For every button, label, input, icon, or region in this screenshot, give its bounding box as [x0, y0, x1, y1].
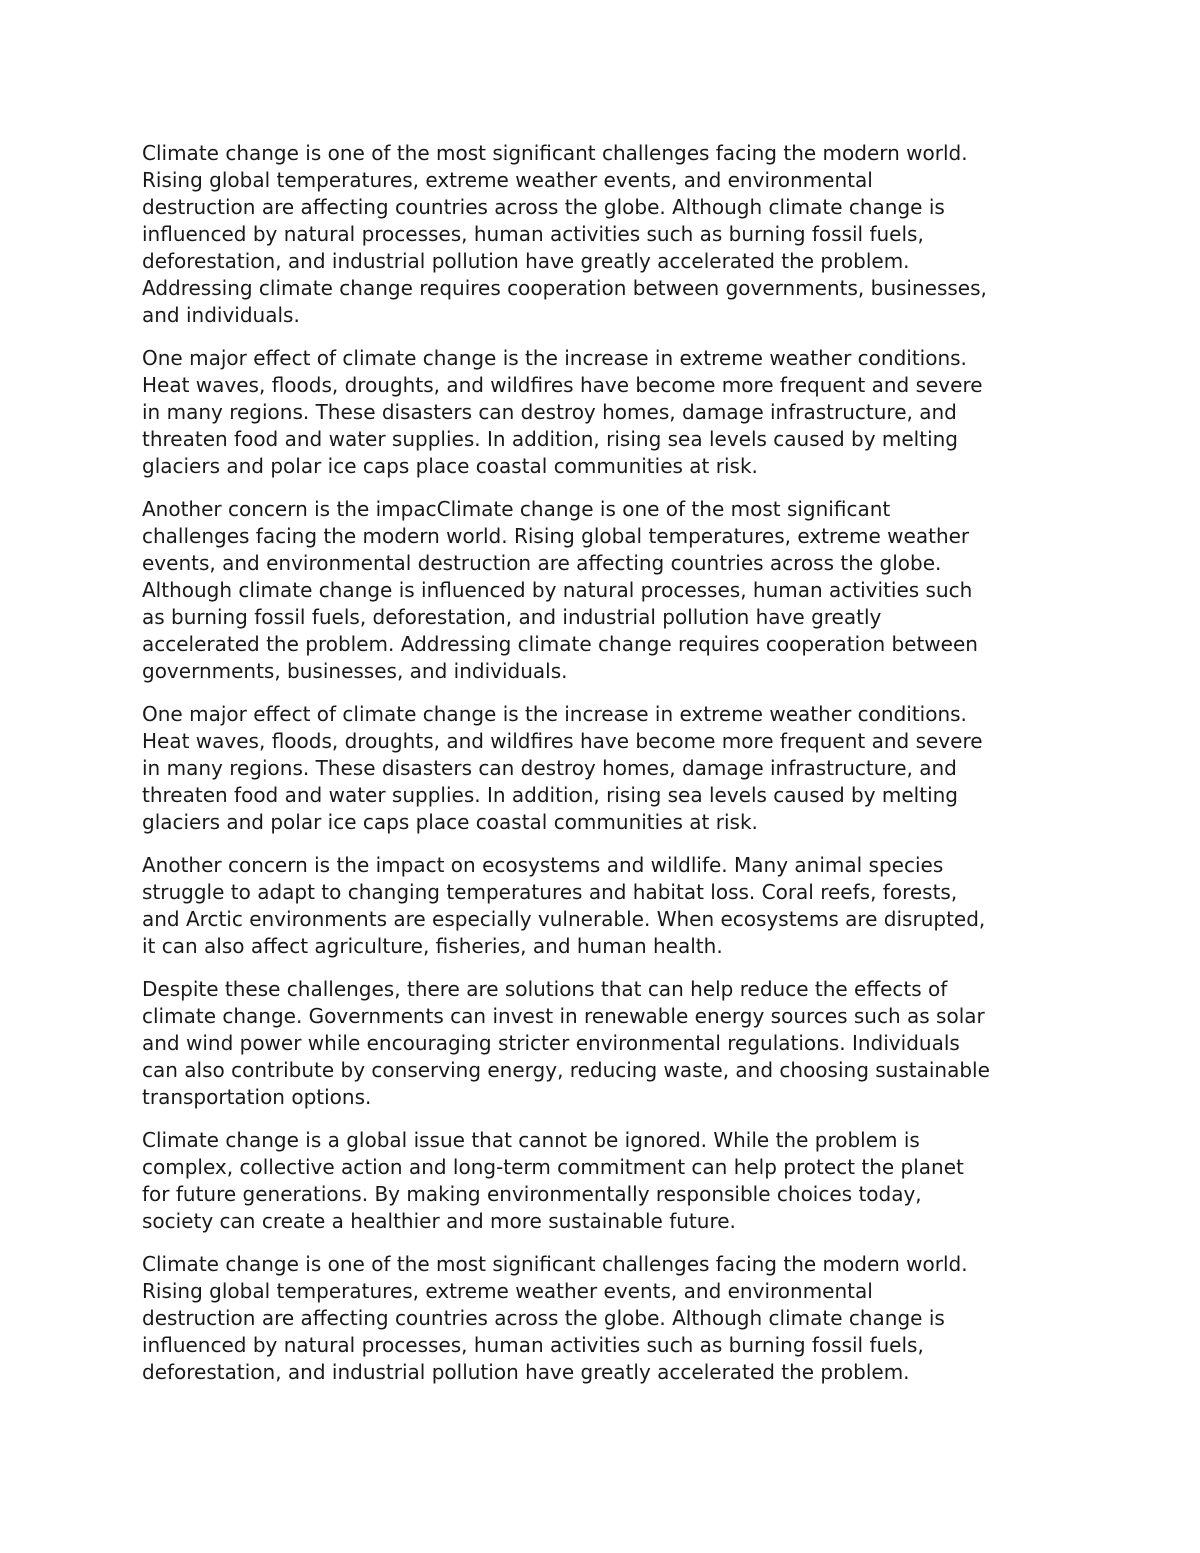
- paragraph-line: threaten food and water supplies. In addition, rising sea levels caused by melting: [142, 783, 958, 807]
- paragraph-line: Climate change is one of the most significant challenges facing the modern world.: [142, 141, 968, 165]
- paragraph-line: accelerated the problem. Addressing climate change requires cooperation between: [142, 632, 978, 656]
- paragraph-line: Addressing climate change requires cooperation between governments, businesses,: [142, 276, 987, 300]
- paragraph-line: Although climate change is influenced by natural processes, human activities such: [142, 578, 973, 602]
- paragraph-line: influenced by natural processes, human activities such as burning fossil fuels,: [142, 222, 924, 246]
- paragraph-line: governments, businesses, and individuals.: [142, 659, 568, 683]
- paragraph-line: as burning fossil fuels, deforestation, and industrial pollution have greatly: [142, 605, 882, 629]
- paragraph-line: destruction are affecting countries across the globe. Although climate change is: [142, 1306, 945, 1330]
- paragraph-line: for future generations. By making environmentally responsible choices today,: [142, 1182, 922, 1206]
- paragraph: [142, 976, 1072, 1111]
- paragraph-line: One major effect of climate change is the increase in extreme weather conditions.: [142, 702, 967, 726]
- paragraph-line: influenced by natural processes, human activities such as burning fossil fuels,: [142, 1333, 924, 1357]
- paragraph-line: in many regions. These disasters can destroy homes, damage infrastructure, and: [142, 756, 957, 780]
- paragraph: [142, 140, 1072, 329]
- paragraph-line: threaten food and water supplies. In addition, rising sea levels caused by melting: [142, 427, 958, 451]
- paragraph-line: struggle to adapt to changing temperatures and habitat loss. Coral reefs, forests,: [142, 880, 958, 904]
- paragraph-line: it can also affect agriculture, fisheries, and human health.: [142, 934, 723, 958]
- paragraph-line: destruction are affecting countries across the globe. Although climate change is: [142, 195, 945, 219]
- paragraph-line: Climate change is a global issue that cannot be ignored. While the problem is: [142, 1128, 920, 1152]
- paragraph-line: and Arctic environments are especially vulnerable. When ecosystems are disrupted,: [142, 907, 986, 931]
- paragraph-line: glaciers and polar ice caps place coastal communities at risk.: [142, 810, 758, 834]
- paragraph-line: Rising global temperatures, extreme weather events, and environmental: [142, 168, 873, 192]
- paragraph: [142, 701, 1072, 836]
- document-body: [142, 140, 1072, 1402]
- paragraph-line: Another concern is the impacClimate change is one of the most significant: [142, 497, 891, 521]
- paragraph-line: Another concern is the impact on ecosystems and wildlife. Many animal species: [142, 853, 944, 877]
- paragraph-line: deforestation, and industrial pollution have greatly accelerated the problem.: [142, 1360, 910, 1384]
- paragraph-line: complex, collective action and long-term commitment can help protect the planet: [142, 1155, 964, 1179]
- paragraph-line: Climate change is one of the most significant challenges facing the modern world.: [142, 1252, 968, 1276]
- paragraph: [142, 345, 1072, 480]
- paragraph-line: deforestation, and industrial pollution have greatly accelerated the problem.: [142, 249, 910, 273]
- paragraph: [142, 1127, 1072, 1235]
- paragraph-line: transportation options.: [142, 1085, 372, 1109]
- paragraph: [142, 1251, 1072, 1386]
- paragraph-line: society can create a healthier and more sustainable future.: [142, 1209, 736, 1233]
- paragraph: [142, 852, 1072, 960]
- paragraph-line: and individuals.: [142, 303, 300, 327]
- paragraph-line: Heat waves, floods, droughts, and wildfires have become more frequent and severe: [142, 729, 983, 753]
- paragraph-line: in many regions. These disasters can destroy homes, damage infrastructure, and: [142, 400, 957, 424]
- paragraph-line: and wind power while encouraging stricter environmental regulations. Individuals: [142, 1031, 960, 1055]
- paragraph-line: Despite these challenges, there are solutions that can help reduce the effects of: [142, 977, 948, 1001]
- paragraph-line: One major effect of climate change is the increase in extreme weather conditions.: [142, 346, 967, 370]
- paragraph-line: Rising global temperatures, extreme weather events, and environmental: [142, 1279, 873, 1303]
- paragraph-line: events, and environmental destruction are affecting countries across the globe.: [142, 551, 942, 575]
- paragraph-line: climate change. Governments can invest in renewable energy sources such as solar: [142, 1004, 985, 1028]
- paragraph: [142, 496, 1072, 685]
- paragraph-line: can also contribute by conserving energy, reducing waste, and choosing sustainable: [142, 1058, 990, 1082]
- paragraph-line: glaciers and polar ice caps place coastal communities at risk.: [142, 454, 758, 478]
- paragraph-line: Heat waves, floods, droughts, and wildfires have become more frequent and severe: [142, 373, 983, 397]
- paragraph-line: challenges facing the modern world. Rising global temperatures, extreme weather: [142, 524, 970, 548]
